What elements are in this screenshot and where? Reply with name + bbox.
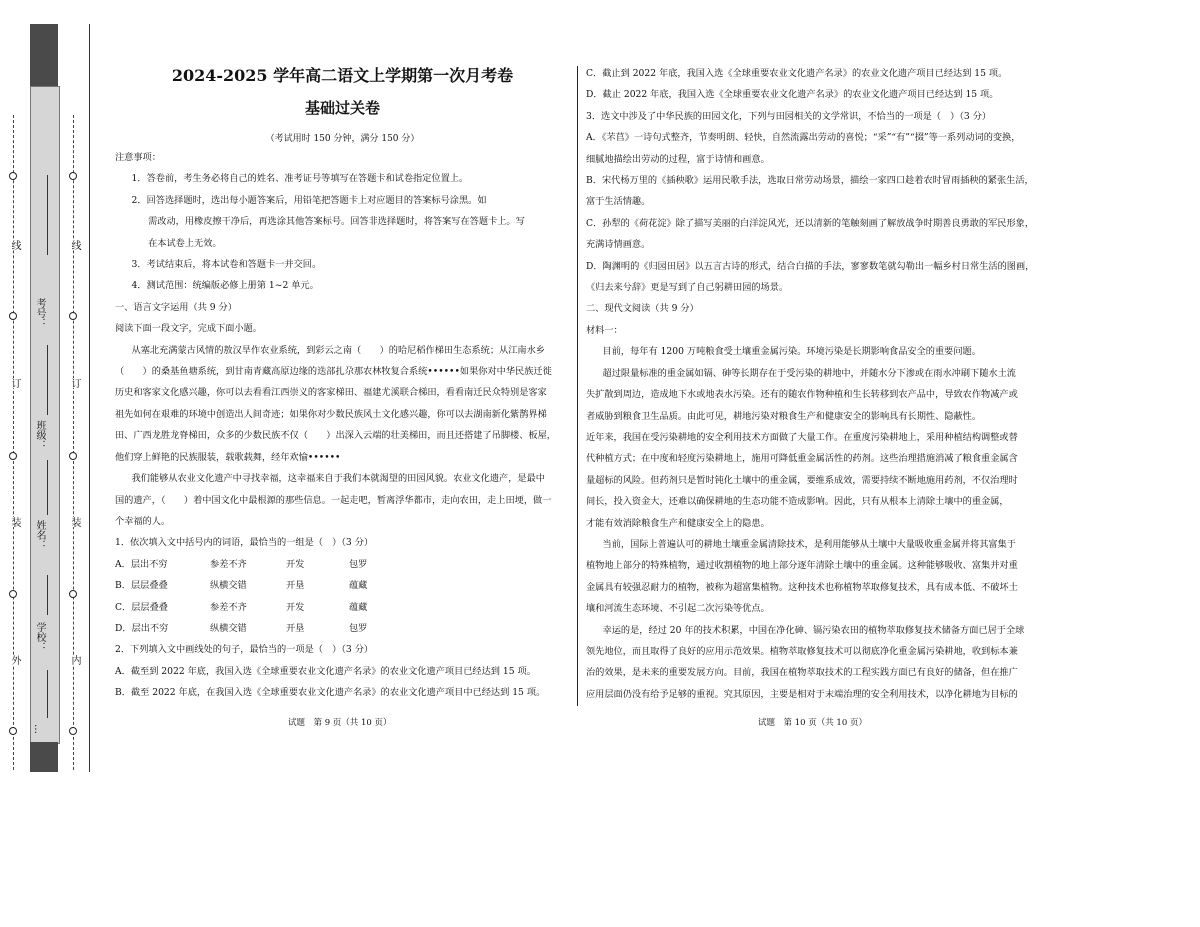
option-cell: B．层层叠叠 bbox=[115, 580, 168, 592]
option-cell: 参差不齐 bbox=[210, 601, 247, 613]
text-line: B．宋代杨万里的《插秧歌》运用民歌手法，选取日常劳动场景，描绘一家四口趁着农时冒雨插秧的紧张生活， bbox=[586, 175, 1034, 187]
field-class: 班级： bbox=[34, 420, 45, 450]
outer-mark: 线 bbox=[9, 240, 20, 250]
text-line: 注意事项： bbox=[115, 152, 161, 163]
text-line: 超过限量标准的重金属如镉、砷等长期存在于受污染的耕地中，并随水分下渗或在雨水冲刷下随水土流 bbox=[602, 367, 1016, 379]
option-row bbox=[115, 618, 573, 639]
option-cell: 开发 bbox=[286, 558, 305, 570]
option-cell: D．层出不穷 bbox=[115, 622, 169, 634]
text-line: A．截至到 2022 年底，我国入选《全球重要农业文化遗产名录》的农业文化遗产项目已经达到 15 项。 bbox=[115, 665, 536, 677]
option-cell: 开垦 bbox=[286, 580, 305, 592]
punch-circle bbox=[69, 312, 77, 320]
punch-circle bbox=[9, 172, 17, 180]
exam-info: （考试用时 150 分钟，满分 150 分） bbox=[265, 134, 420, 144]
binding-bottom-block bbox=[30, 742, 58, 772]
inner-mark: 订 bbox=[69, 378, 80, 388]
text-line: 田、广西龙胜龙脊梯田，众多的少数民族不仅（ ）出深入云端的壮美梯田，而且还搭建了吊脚楼、板屋， bbox=[115, 430, 556, 442]
text-line: 壤和河流生态环境、不引起二次污染等优点。 bbox=[586, 603, 770, 615]
field-underline bbox=[47, 175, 48, 255]
text-line: 祖先如何在艰难的环境中创造出人间奇迹；如果你对少数民族风土文化感兴趣，你可以去湖南新化紫鹊界梯 bbox=[115, 408, 547, 420]
inner-mark: 线 bbox=[69, 240, 80, 250]
punch-circle bbox=[69, 590, 77, 598]
punch-circle bbox=[69, 727, 77, 735]
text-line: 从塞北充满蒙古风情的敖汉旱作农业系统，到彩云之南（ ）的哈尼稻作梯田生态系统；从江南水乡 bbox=[131, 344, 545, 356]
text-line: 近年来，我国在受污染耕地的安全利用技术方面做了大量工作。在重度污染耕地上，采用种植结构调整或替 bbox=[586, 431, 1018, 443]
field-exam-number: 考号： bbox=[34, 298, 45, 328]
text-line: B．截至 2022 年底，在我国入选《全球重要农业文化遗产名录》的农业文化遗产项目中已经达到 15 项。 bbox=[115, 687, 546, 699]
text-line: 治的效果，是未来的重要发展方向。目前，我国在植物萃取技术的工程实践方面已有良好的储备，但在推广 bbox=[586, 667, 1018, 679]
option-cell: C．层层叠叠 bbox=[115, 601, 168, 613]
field-underline bbox=[47, 460, 48, 515]
page-footer-right: 试题 第 10 页（共 10 页） bbox=[758, 718, 867, 728]
binding-ellipsis: … bbox=[32, 724, 43, 734]
text-line: 失扩散到周边，造成地下水或地表水污染。还有的随农作物种植和生长转移到农产品中，导致农作物减产或 bbox=[586, 389, 1018, 401]
option-cell: 开垦 bbox=[286, 622, 305, 634]
inner-cut-line bbox=[73, 115, 74, 770]
text-line: 当前，国际上普遍认可的耕地土壤重金属清除技术，是利用能够从土壤中大量吸收重金属并将其富集于 bbox=[602, 538, 1016, 550]
text-line: 4．测试范围：统编版必修上册第 1~2 单元。 bbox=[131, 280, 319, 292]
text-line: 历史和客家文化感兴趣，你可以去看看江西崇义的客家梯田、福建尤溪联合梯田，看看南迁民众特别是客家 bbox=[115, 387, 547, 399]
right-column bbox=[586, 63, 1046, 705]
option-row bbox=[115, 554, 573, 575]
text-line: 他们穿上鲜艳的民族服装，载歌载舞，经年欢愉•••••• bbox=[115, 451, 341, 463]
option-row bbox=[115, 597, 573, 618]
field-underline bbox=[47, 345, 48, 415]
text-line: A．《芣苢》一诗句式整齐，节奏明朗、轻快，自然流露出劳动的喜悦；“采”“有”“掇”等一系列动词的变换， bbox=[586, 132, 1021, 144]
option-cell: 包罗 bbox=[349, 558, 368, 570]
punch-circle bbox=[9, 312, 17, 320]
text-line: 二、现代文阅读（共 9 分） bbox=[586, 303, 699, 315]
option-cell: 包罗 bbox=[349, 622, 368, 634]
option-cell: 开发 bbox=[286, 601, 305, 613]
text-line: 者威胁到粮食卫生品质。由此可见，耕地污染对粮食生产和健康安全的影响具有长期性、隐蔽性。 bbox=[586, 410, 982, 422]
text-line: D．陶渊明的《归园田居》以五言古诗的形式，结合白描的手法，寥寥数笔就勾勒出一幅乡村日常生活的图画， bbox=[586, 260, 1035, 272]
text-line: 国的遗产，（ ）着中国文化中最根源的那些信息。一起走吧，暂离浮华都市，走向农田，走上田埂，做一 bbox=[115, 494, 552, 506]
text-line: 目前，每年有 1200 万吨粮食受土壤重金属污染。环境污染是长期影响食品安全的重要问题。 bbox=[602, 346, 981, 358]
outer-cut-line bbox=[13, 115, 14, 770]
text-line: （ ）的桑基鱼塘系统，到甘南青藏高原边缘的迭部扎尕那农林牧复合系统••••••如果你对中华民族迁徙 bbox=[115, 366, 552, 378]
column-divider bbox=[577, 66, 578, 706]
page-footer-left: 试题 第 9 页（共 10 页） bbox=[288, 718, 392, 728]
text-line: 我们能够从农业文化遗产中寻找幸福，这幸福来自于我们本就渴望的田园风貌。农业文化遗产，是最中 bbox=[131, 473, 545, 485]
inner-mark: 内 bbox=[69, 655, 80, 665]
text-line: C．截止到 2022 年底，我国入选《全球重要农业文化遗产名录》的农业文化遗产项目已经达到 15 项。 bbox=[586, 68, 1008, 79]
left-column bbox=[115, 147, 573, 704]
option-row bbox=[115, 575, 573, 596]
text-line: 材料一： bbox=[586, 324, 623, 336]
text-line: 才能有效消除粮食生产和健康安全上的隐患。 bbox=[586, 517, 770, 529]
option-cell: 纵横交错 bbox=[210, 622, 247, 634]
text-line: 2．回答选择题时，选出每小题答案后，用铅笔把答题卡上对应题目的答案标号涂黑。如 bbox=[131, 194, 487, 206]
punch-circle bbox=[69, 452, 77, 460]
text-line: 植物地上部分的特殊植物，通过收割植物的地上部分逐年清除土壤中的重金属。这种能够吸收、富集并对重 bbox=[586, 560, 1018, 572]
text-line: 《归去来兮辞》更是写到了自己躬耕田园的场景。 bbox=[586, 282, 789, 294]
margin-rule bbox=[89, 24, 90, 772]
exam-subtitle: 基础过关卷 bbox=[304, 99, 380, 117]
text-line: 2．下列填入文中画线处的句子，最恰当的一项是（ ）（3 分） bbox=[115, 644, 374, 656]
option-cell: 蕴藏 bbox=[349, 580, 368, 592]
outer-mark: 装 bbox=[9, 517, 20, 527]
text-line: C．孙犁的《荷花淀》除了描写美丽的白洋淀风光，还以清新的笔触刻画了解放战争时期善良勇敢的军民形象， bbox=[586, 217, 1035, 229]
text-line: 富于生活情趣。 bbox=[586, 196, 651, 208]
text-line: 领先地位，而且取得了良好的应用示范效果。植物萃取修复技术可以彻底净化重金属污染耕地，收到标本兼 bbox=[586, 645, 1018, 657]
text-line: 一、语言文字运用（共 9 分） bbox=[115, 301, 237, 313]
text-line: 间长，投入资金大，还难以确保耕地的生态功能不造成影响。因此，只有从根本上清除土壤中的重金属， bbox=[586, 496, 1009, 508]
punch-circle bbox=[69, 172, 77, 180]
text-line: 3．考试结束后，将本试卷和答题卡一并交回。 bbox=[131, 259, 322, 271]
text-line: 幸运的是，经过 20 年的技术积累，中国在净化砷、镉污染农田的植物萃取修复技术储备方面已居于全球 bbox=[602, 624, 1025, 636]
text-line: 1．答卷前，考生务必将自己的姓名、准考证号等填写在答题卡和试卷指定位置上。 bbox=[131, 173, 469, 185]
text-line: 阅读下面一段文字，完成下面小题。 bbox=[115, 323, 262, 335]
text-line: 细腻地描绘出劳动的过程，富于诗情和画意。 bbox=[586, 153, 770, 165]
text-line: 代种植方式；在中度和轻度污染耕地上，施用可降低重金属活性的药剂。这些治理措施消减了粮食重金属含 bbox=[586, 453, 1018, 465]
inner-mark: 装 bbox=[69, 517, 80, 527]
punch-circle bbox=[9, 727, 17, 735]
field-underline bbox=[47, 575, 48, 615]
exam-title: 2024-2025 学年高二语文上学期第一次月考卷 bbox=[171, 66, 514, 85]
outer-mark: 订 bbox=[9, 378, 20, 388]
option-cell: 蕴藏 bbox=[349, 601, 368, 613]
text-line: 应用层面仍没有给予足够的重视。究其原因，主要是相对于末端治理的安全利用技术，以净化耕地为目标的 bbox=[586, 688, 1018, 700]
text-line: 在本试卷上无效。 bbox=[148, 237, 222, 249]
field-underline bbox=[47, 670, 48, 718]
field-school: 学校： bbox=[34, 622, 45, 652]
field-name: 姓名： bbox=[34, 520, 45, 550]
text-line: 充满诗情画意。 bbox=[586, 239, 651, 251]
text-line: 需改动，用橡皮擦干净后，再选涂其他答案标号。回答非选择题时，将答案写在答题卡上。写 bbox=[148, 216, 525, 228]
text-line: 3．选文中涉及了中华民族的田园文化，下列与田园相关的文学常识，不恰当的一项是（ ）（3 分） bbox=[586, 110, 992, 122]
text-line: 1．依次填入文中括号内的词语，最恰当的一组是（ ）（3 分） bbox=[115, 537, 374, 549]
option-cell: A．层出不穷 bbox=[115, 558, 168, 570]
text-line: 量超标的风险。但药剂只是暂时钝化土壤中的重金属，要维系成效，需要持续不断地施用药剂，不仅治理时 bbox=[586, 474, 1018, 486]
punch-circle bbox=[9, 590, 17, 598]
text-line: 个幸福的人。 bbox=[115, 515, 171, 527]
outer-mark: 外 bbox=[9, 655, 20, 665]
text-line: D．截止 2022 年底，我国入选《全球重要农业文化遗产名录》的农业文化遗产项目已经达到 15 项。 bbox=[586, 89, 999, 101]
option-cell: 纵横交错 bbox=[210, 580, 247, 592]
text-line: 金属具有较强忍耐力的植物，被称为超富集植物。这种技术也称植物萃取修复技术，具有成本低、不破坏土 bbox=[586, 581, 1018, 593]
option-cell: 参差不齐 bbox=[210, 558, 247, 570]
binding-top-block bbox=[30, 24, 58, 86]
punch-circle bbox=[9, 452, 17, 460]
